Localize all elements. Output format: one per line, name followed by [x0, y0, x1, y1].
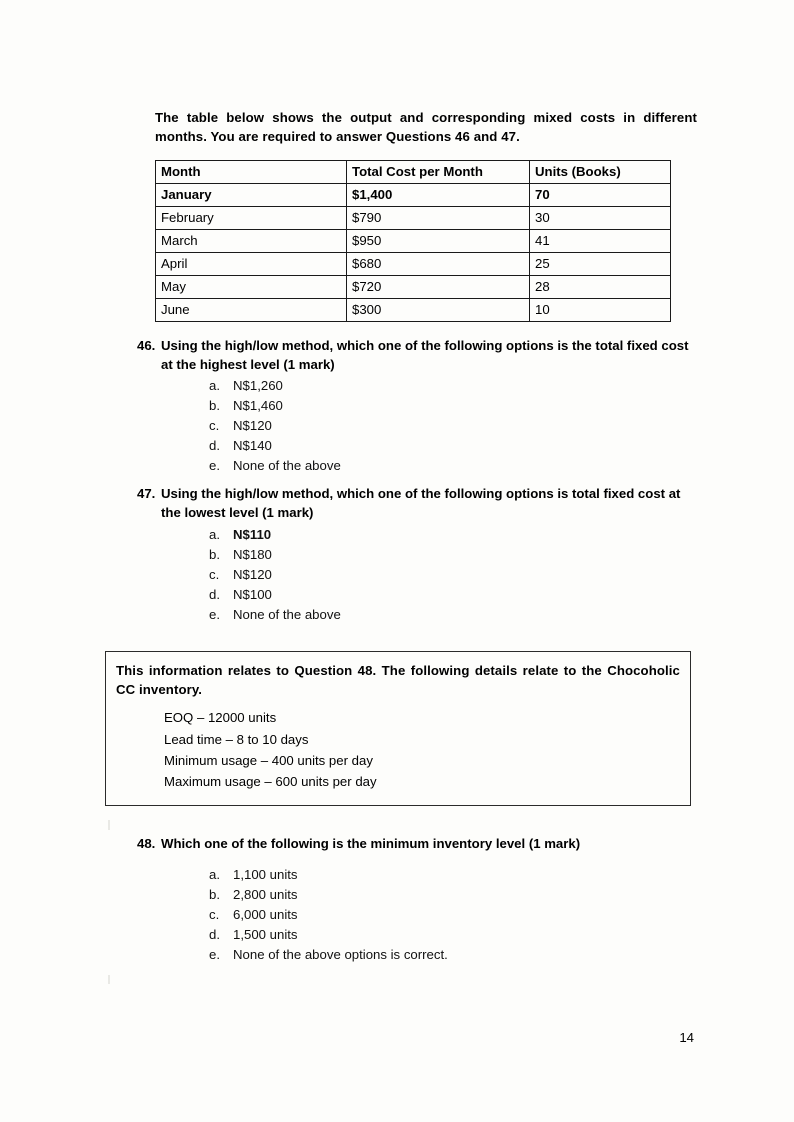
table-row: [156, 298, 671, 321]
option-text: N$120: [233, 566, 272, 582]
question-48-text: Which one of the following is the minimum inventory level (1 mark): [161, 835, 581, 851]
table-cell-units: 25: [530, 252, 671, 275]
option-item[interactable]: [209, 416, 697, 436]
option-item[interactable]: [209, 925, 697, 945]
option-item[interactable]: [209, 436, 697, 456]
info-box-item: Minimum usage – 400 units per day: [164, 752, 373, 768]
table-cell-month: March: [156, 229, 347, 252]
table-cell-cost: $300: [347, 298, 530, 321]
option-letter: a.: [209, 866, 220, 882]
question-46-options: [209, 376, 697, 476]
table-cell-cost: $950: [347, 229, 530, 252]
option-letter: d.: [209, 586, 220, 602]
table-header-cell-cost: Total Cost per Month: [347, 160, 530, 183]
option-text: N$1,460: [233, 398, 283, 413]
option-item[interactable]: [209, 565, 697, 585]
question-47-number: 47.: [137, 486, 156, 502]
info-box: [105, 651, 691, 806]
option-letter: b.: [209, 398, 220, 413]
table-cell-month: May: [156, 275, 347, 298]
question-47-line: [137, 484, 697, 522]
option-letter: d.: [209, 926, 220, 942]
question-48: [137, 834, 697, 965]
option-item[interactable]: [209, 585, 697, 605]
intro-paragraph: The table below shows the output and corresponding mixed costs in different months. You are required to answer Questions 46 and 47.: [155, 110, 697, 145]
question-46-number: 46.: [137, 337, 156, 353]
table-header-cell-units: Units (Books): [530, 160, 671, 183]
table-cell-cost: $680: [347, 252, 530, 275]
option-item[interactable]: [209, 525, 697, 545]
table-row: [156, 275, 671, 298]
option-text: 6,000 units: [233, 906, 298, 922]
table-cell-units: 10: [530, 298, 671, 321]
option-item[interactable]: [209, 545, 697, 565]
option-text: N$100: [233, 586, 272, 602]
option-text: N$120: [233, 418, 272, 434]
table-row: [156, 229, 671, 252]
question-48-number: 48.: [137, 835, 156, 851]
table-row: [156, 252, 671, 275]
table-cell-cost: $790: [347, 206, 530, 229]
page-number: 14: [679, 1030, 694, 1045]
option-letter: e.: [209, 606, 220, 622]
option-item[interactable]: [209, 605, 697, 625]
info-box-item: EOQ – 12000 units: [164, 710, 277, 726]
option-text: N$180: [233, 546, 272, 562]
option-item[interactable]: [209, 456, 697, 476]
document-content: [105, 95, 705, 965]
info-box-item: Maximum usage – 600 units per day: [164, 774, 377, 790]
option-item[interactable]: [209, 885, 697, 905]
option-text: 1,100 units: [233, 866, 298, 882]
question-47-text: Using the high/low method, which one of the following options is total fixed cost at the lowest level (1 mark): [161, 486, 681, 521]
option-letter: c.: [209, 566, 220, 582]
table-header-cell-month: Month: [156, 160, 347, 183]
option-text: None of the above options is correct.: [233, 947, 448, 963]
question-48-options: [209, 865, 697, 965]
option-letter: a.: [209, 377, 220, 393]
option-text: None of the above: [233, 606, 341, 622]
option-letter: c.: [209, 418, 220, 434]
table-row: [156, 183, 671, 206]
option-item[interactable]: [209, 376, 697, 396]
table-cell-cost: $720: [347, 275, 530, 298]
table-cell-month: June: [156, 298, 347, 321]
table-cell-units: 70: [530, 183, 671, 206]
info-box-title: This information relates to Question 48. The following details relate to the Chocoholic CC inventory.: [116, 662, 680, 697]
option-text: N$1,260: [233, 377, 283, 393]
option-letter: b.: [209, 886, 220, 902]
question-46-text: Using the high/low method, which one of the following options is the total fixed cost at the highest level (1 mark): [161, 337, 689, 372]
question-47-options: [209, 525, 697, 625]
info-box-item: Lead time – 8 to 10 days: [164, 731, 309, 747]
option-letter: a.: [209, 526, 220, 542]
option-letter: e.: [209, 947, 220, 963]
option-item[interactable]: [209, 865, 697, 885]
scan-artifact: [108, 975, 110, 984]
option-item[interactable]: [209, 396, 697, 416]
option-text: 1,500 units: [233, 926, 298, 942]
option-text: N$110: [233, 526, 272, 542]
table-cell-month: February: [156, 206, 347, 229]
table-cell-units: 30: [530, 206, 671, 229]
option-letter: e.: [209, 458, 220, 474]
table-row: [156, 206, 671, 229]
question-47: [137, 484, 697, 625]
table-cell-units: 28: [530, 275, 671, 298]
question-46-line: [137, 336, 697, 374]
question-48-line: [137, 834, 697, 853]
info-box-list: [164, 707, 680, 793]
option-item[interactable]: [209, 905, 697, 925]
table-cell-month: January: [156, 183, 347, 206]
table-cell-units: 41: [530, 229, 671, 252]
table-cell-month: April: [156, 252, 347, 275]
question-46: [137, 336, 697, 477]
table-header-row: [156, 160, 671, 183]
option-letter: b.: [209, 546, 220, 562]
cost-table: [155, 160, 671, 322]
option-text: 2,800 units: [233, 886, 298, 902]
option-item[interactable]: [209, 945, 697, 965]
option-text: N$140: [233, 438, 272, 454]
option-letter: c.: [209, 906, 220, 922]
option-letter: d.: [209, 438, 220, 454]
option-text: None of the above: [233, 458, 341, 474]
table-cell-cost: $1,400: [347, 183, 530, 206]
